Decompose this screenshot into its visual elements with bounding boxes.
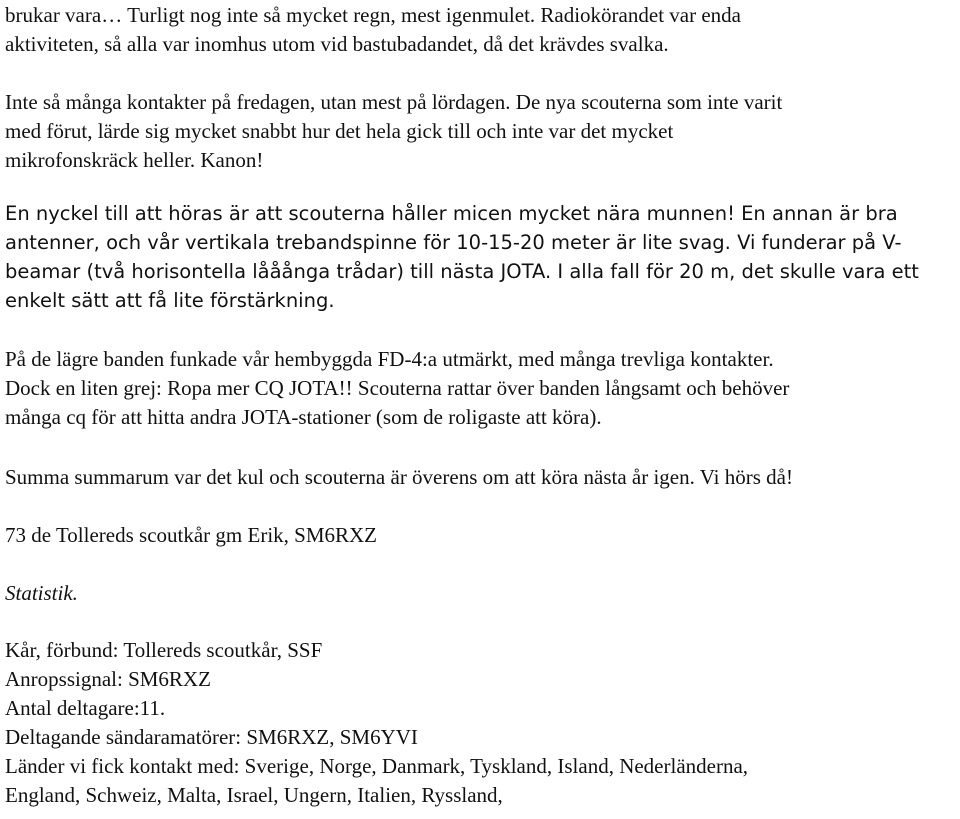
statistik-heading (5, 579, 78, 608)
text-line: En nyckel till att höras är att scouterna håller micen mycket nära munnen! En annan är bra (5, 202, 898, 225)
text-line: med förut, lärde sig mycket snabbt hur det hela gick till och inte var det mycket (5, 119, 674, 143)
paragraph-contacts (5, 88, 782, 175)
text-line: mikrofonskräck heller. Kanon! (5, 148, 264, 172)
text-line: På de lägre banden funkade vår hembyggda FD-4:a utmärkt, med många trevliga kontakter. (5, 347, 774, 371)
text-line: många cq för att hitta andra JOTA-stationer (som de roligaste att köra). (5, 405, 602, 429)
stat-line: Anropssignal: SM6RXZ (5, 667, 211, 691)
paragraph-summary (5, 463, 793, 492)
text-line: beamar (två horisontella lååånga trådar) till nästa JOTA. I alla fall för 20 m, det skulle vara ett (5, 260, 919, 283)
text-line: Statistik. (5, 581, 78, 605)
stat-line: Kår, förbund: Tollereds scoutkår, SSF (5, 638, 323, 662)
text-line: antenner, och vår vertikala trebandspinne för 10-15-20 meter är lite svag. Vi funderar på V- (5, 231, 902, 254)
paragraph-signature (5, 521, 377, 550)
text-line: brukar vara… Turligt nog inte så mycket regn, mest igenmulet. Radiokörandet var enda (5, 3, 741, 27)
paragraph-antennas (5, 199, 919, 315)
stat-line: Länder vi fick kontakt med: Sverige, Norge, Danmark, Tyskland, Island, Nederländerna, (5, 754, 749, 778)
text-line: enkelt sätt att få lite förstärkning. (5, 289, 335, 312)
stat-line: Antal deltagare:11. (5, 696, 166, 720)
text-line: Dock en liten grej: Ropa mer CQ JOTA!! Scouterna rattar över banden långsamt och behöver (5, 376, 790, 400)
stats-list (5, 636, 748, 810)
text-line: Inte så många kontakter på fredagen, utan mest på lördagen. De nya scouterna som inte varit (5, 90, 783, 114)
paragraph-weather (5, 1, 741, 59)
text-line: aktiviteten, så alla var inomhus utom vid bastubadandet, då det krävdes svalka. (5, 32, 669, 56)
stat-line: Deltagande sändaramatörer: SM6RXZ, SM6YVI (5, 725, 418, 749)
paragraph-lower-bands (5, 345, 789, 432)
text-line: Summa summarum var det kul och scouterna är överens om att köra nästa år igen. Vi hörs då! (5, 465, 793, 489)
text-line: 73 de Tollereds scoutkår gm Erik, SM6RXZ (5, 523, 378, 547)
stat-line: England, Schweiz, Malta, Israel, Ungern, Italien, Ryssland, (5, 783, 503, 807)
